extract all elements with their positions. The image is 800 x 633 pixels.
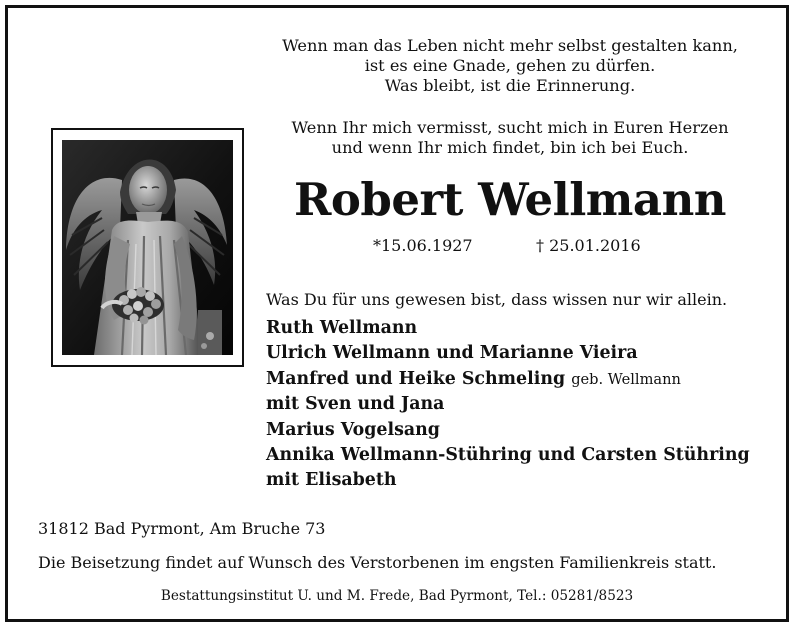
undertaker-info: Bestattungsinstitut U. und M. Frede, Bad Pyrmont, Tel.: 05281/8523 <box>160 588 634 604</box>
family-address: 31812 Bad Pyrmont, Am Bruche 73 <box>38 519 326 538</box>
poem-line: Wenn man das Leben nicht mehr selbst gestalten kann, <box>282 36 738 55</box>
mourner-line: Ruth Wellmann <box>266 318 418 338</box>
mourner-name: Manfred und Heike Schmeling <box>266 368 566 389</box>
funeral-note: Die Beisetzung findet auf Wunsch des Verstorbenen im engsten Familienkreis statt. <box>38 553 717 572</box>
mourner-line <box>266 367 750 392</box>
mourner-line: mit Sven und Jana <box>266 394 445 415</box>
photo-frame <box>51 128 244 367</box>
obituary-notice <box>5 5 789 622</box>
poem-line: ist es eine Gnade, gehen zu dürfen. <box>364 56 656 75</box>
angel-statue-photo <box>62 140 233 355</box>
mourner-line: Marius Vogelsang <box>266 419 440 440</box>
maiden-name-note: geb. Wellmann <box>571 370 681 388</box>
poem-line: Wenn Ihr mich vermisst, sucht mich in Euren Herzen <box>291 118 729 137</box>
memorial-quote: Was Du für uns gewesen bist, dass wissen nur wir allein. <box>266 290 728 309</box>
poem-top <box>240 36 780 96</box>
death-date: † 25.01.2016 <box>536 236 641 255</box>
deceased-name: Robert Wellmann <box>293 173 727 226</box>
poem-line: und wenn Ihr mich findet, bin ich bei Euch. <box>331 138 689 157</box>
mourner-line: Annika Wellmann-Stühring und Carsten Stühring <box>266 445 750 466</box>
mourners-list <box>266 316 750 494</box>
poem-bottom <box>240 118 780 158</box>
poem-line: Was bleibt, ist die Erinnerung. <box>384 76 636 95</box>
mourner-line: Ulrich Wellmann und Marianne Vieira <box>266 343 638 364</box>
birth-date: *15.06.1927 <box>373 236 473 255</box>
mourner-line: mit Elisabeth <box>266 470 397 491</box>
